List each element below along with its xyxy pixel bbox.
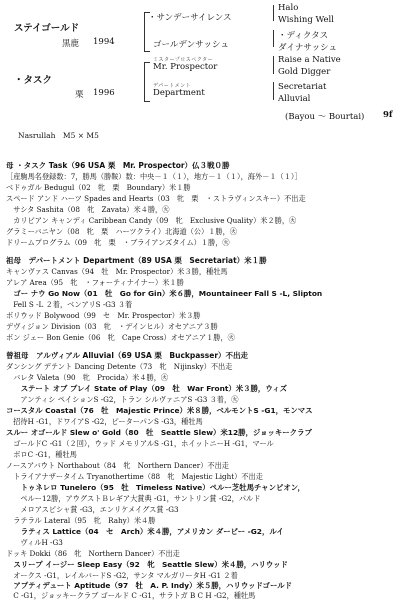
line-36: オークス -G1，レイルバードS -G2，サンタ マルガリータH -G1 ２着 <box>6 571 238 580</box>
g3-halo: Halo <box>278 3 299 13</box>
line-0: 母 ・タスク Task（96 USA 栗 Mr. Prospector）仏３戦０勝 <box>6 161 230 170</box>
line-20: アンティシ ペイションS -G2，トラン シルヴァニアS -G3 ３着，㊋ <box>6 395 239 404</box>
line-34: ドッキ Dokki（86 牝 Northern Dancer）不出走 <box>6 549 180 558</box>
line-6: グラミーバニヤン（08 牝 栗 ハーツクライ）北海道（公）１勝，㊋ <box>6 227 237 236</box>
dam-bracket <box>144 62 145 102</box>
line-30: メロアスピシャ賞 -G3，エンリケメイグス賞 -G3 <box>6 505 179 514</box>
line-10: アレア Area（95 牝 ・フォーティナイナー）米１勝 <box>6 278 184 287</box>
family-number: 9f <box>383 110 393 120</box>
line-35: スリープ イージー Sleep Easy（92 牝 Seattle Slew）米４勝，ハリウッド <box>6 560 288 569</box>
sire-dam: ゴールデンサッシュ <box>153 40 229 50</box>
line-14: デヴィジョン Division（03 牝 ・デインヒル）オセアニア３勝 <box>6 322 218 331</box>
dam-year: 1996 <box>93 88 115 98</box>
dam-coat: 栗 <box>75 90 84 100</box>
line-18: バレタ Valeta（90 牝 Procida）米４勝，㊋ <box>6 373 169 382</box>
sire-name: ステイゴールド <box>14 23 80 34</box>
line-19: ステート オブ プレイ State of Play（09 牡 War Front）米３勝，ウィズ <box>6 384 288 393</box>
line-33: ヴィルH -G3 <box>6 538 63 547</box>
dam-sire: Mr. Prospector <box>153 62 218 72</box>
line-16: 曾祖母 アルヴィアル Alluvial（69 USA 栗 Buckpasser）不出走 <box>6 351 249 360</box>
line-22: 招待H -G1，ドワイアS -G2，ピーターパンS -G3，種牡馬 <box>6 417 203 426</box>
line-7: ドリームプログラム（09 牝 栗 ・ブライアンズタイム）１勝，㊋ <box>6 238 230 247</box>
line-15: ボン ジェー Bon Genie（06 牝 Cape Cross）オセアニア１勝，㊋ <box>6 333 235 342</box>
line-3: スペード アンド ハーツ Spades and Hearts（03 牝 栗 ・ストラヴィンスキー）不出走 <box>6 194 306 203</box>
line-26: ノースアバウト Northabout（84 牝 Northern Dancer）不出走 <box>6 461 229 470</box>
line-37: アプティデュート Aptitude（97 牡 A. P. Indy）米５勝，ハリウッドゴールド <box>6 581 292 590</box>
dam-dam: Department <box>153 88 205 98</box>
g3-wishing-well: Wishing Well <box>278 15 334 25</box>
line-13: ボリウッド Bolywood（99 セ Mr. Prospector）米３勝 <box>6 311 201 320</box>
line-38: C -G1，ジョッキークラブ ゴールド C -G1，サラトガ B C H -G2，種牡馬 <box>6 591 256 600</box>
line-9: キャンヴァス Canvas（94 牡 Mr. Prospector）米３勝，種牡馬 <box>6 267 228 276</box>
line-32: ラティス Lattice（04 セ Arch）米４勝，アメリカン ダービー -G2，ルイ <box>6 527 284 536</box>
line-11: ゴー ナウ Go Now（01 牡 Go for Gin）米６勝，Mountaineer Fall S -L, Slipton <box>6 289 323 298</box>
line-5: カリビアン キャンディ Caribbean Candy（09 牝 Exclusive Quality）米２勝，㊋ <box>6 216 297 225</box>
line-21: コースタル Coastal（76 牡 Majestic Prince）米８勝，ベルモントS -G1，モンマス <box>6 406 313 415</box>
sire-sire: ・サンデーサイレンス <box>148 13 232 23</box>
line-29: ペルー12勝，アウグストＢレギア大賞典 -G1，サントリン賞 -G2，パルド <box>6 494 261 503</box>
line-1: ［産駒馬名登録数：7，勝馬（勝鞍）数：中央－１（１），地方－１（１），海外－１（１）］ <box>6 172 302 181</box>
inbreeding: Nasrullah M5 × M5 <box>18 131 99 140</box>
g3-gold-digger: Gold Digger <box>278 67 331 77</box>
line-2: ベドゥガル Bedugul（02 牝 栗 Boundary）米１勝 <box>6 183 191 192</box>
line-25: ボロC -G1，種牡馬 <box>6 450 77 459</box>
dam-dam-ruby: デパートメント <box>153 83 192 89</box>
sire-coat: 黒鹿 <box>62 39 80 49</box>
sire-year: 1994 <box>93 37 115 47</box>
g3-dictus: ・ディクタス <box>278 31 329 41</box>
g3-secretariat: Secretariat <box>278 82 327 92</box>
g3-alluvial: Alluvial <box>278 94 311 104</box>
line-27: トライアナザータイム Tryanothertime（88 牝 Majestic Light）不出走 <box>6 472 263 481</box>
line-12: Fell S -L ２着，ベンアリS -G3 ３着 <box>6 300 133 309</box>
line-28: トゥネレロ Tunelero（95 牡 Timeless Native）ペルー芝牡馬チャンピオン， <box>6 483 305 492</box>
g3-raise-a-native: Raise a Native <box>278 55 341 65</box>
line-17: ダンシング デテント Dancing Detente（73 牝 Nijinsky）不出走 <box>6 362 233 371</box>
sire-bracket <box>144 12 145 52</box>
line-23: スルー オゴールド Slew o' Gold（80 牡 Seattle Slew）米12勝，ジョッキークラブ <box>6 428 312 437</box>
family-note: (Bayou ～ Bourtai) <box>285 112 365 122</box>
dam-name: ・タスク <box>14 75 53 86</box>
line-24: ゴールドC -G1（２回），ウッド メモリアルS -G1，ホイットニーH -G1，マール <box>6 439 274 448</box>
line-8: 祖母 デパートメント Department（89 USA 栗 Secretariat）米１勝 <box>6 256 267 265</box>
dam-sire-ruby: ミスタープロスペクター <box>153 57 214 63</box>
g3-dyna-sash: ダイナサッシュ <box>278 43 337 53</box>
line-4: サシタ Sashita（08 牝 Zavata）米４勝，㊋ <box>6 205 170 214</box>
line-31: ラテラル Lateral（95 牝 Rahy）米４勝 <box>6 516 156 525</box>
